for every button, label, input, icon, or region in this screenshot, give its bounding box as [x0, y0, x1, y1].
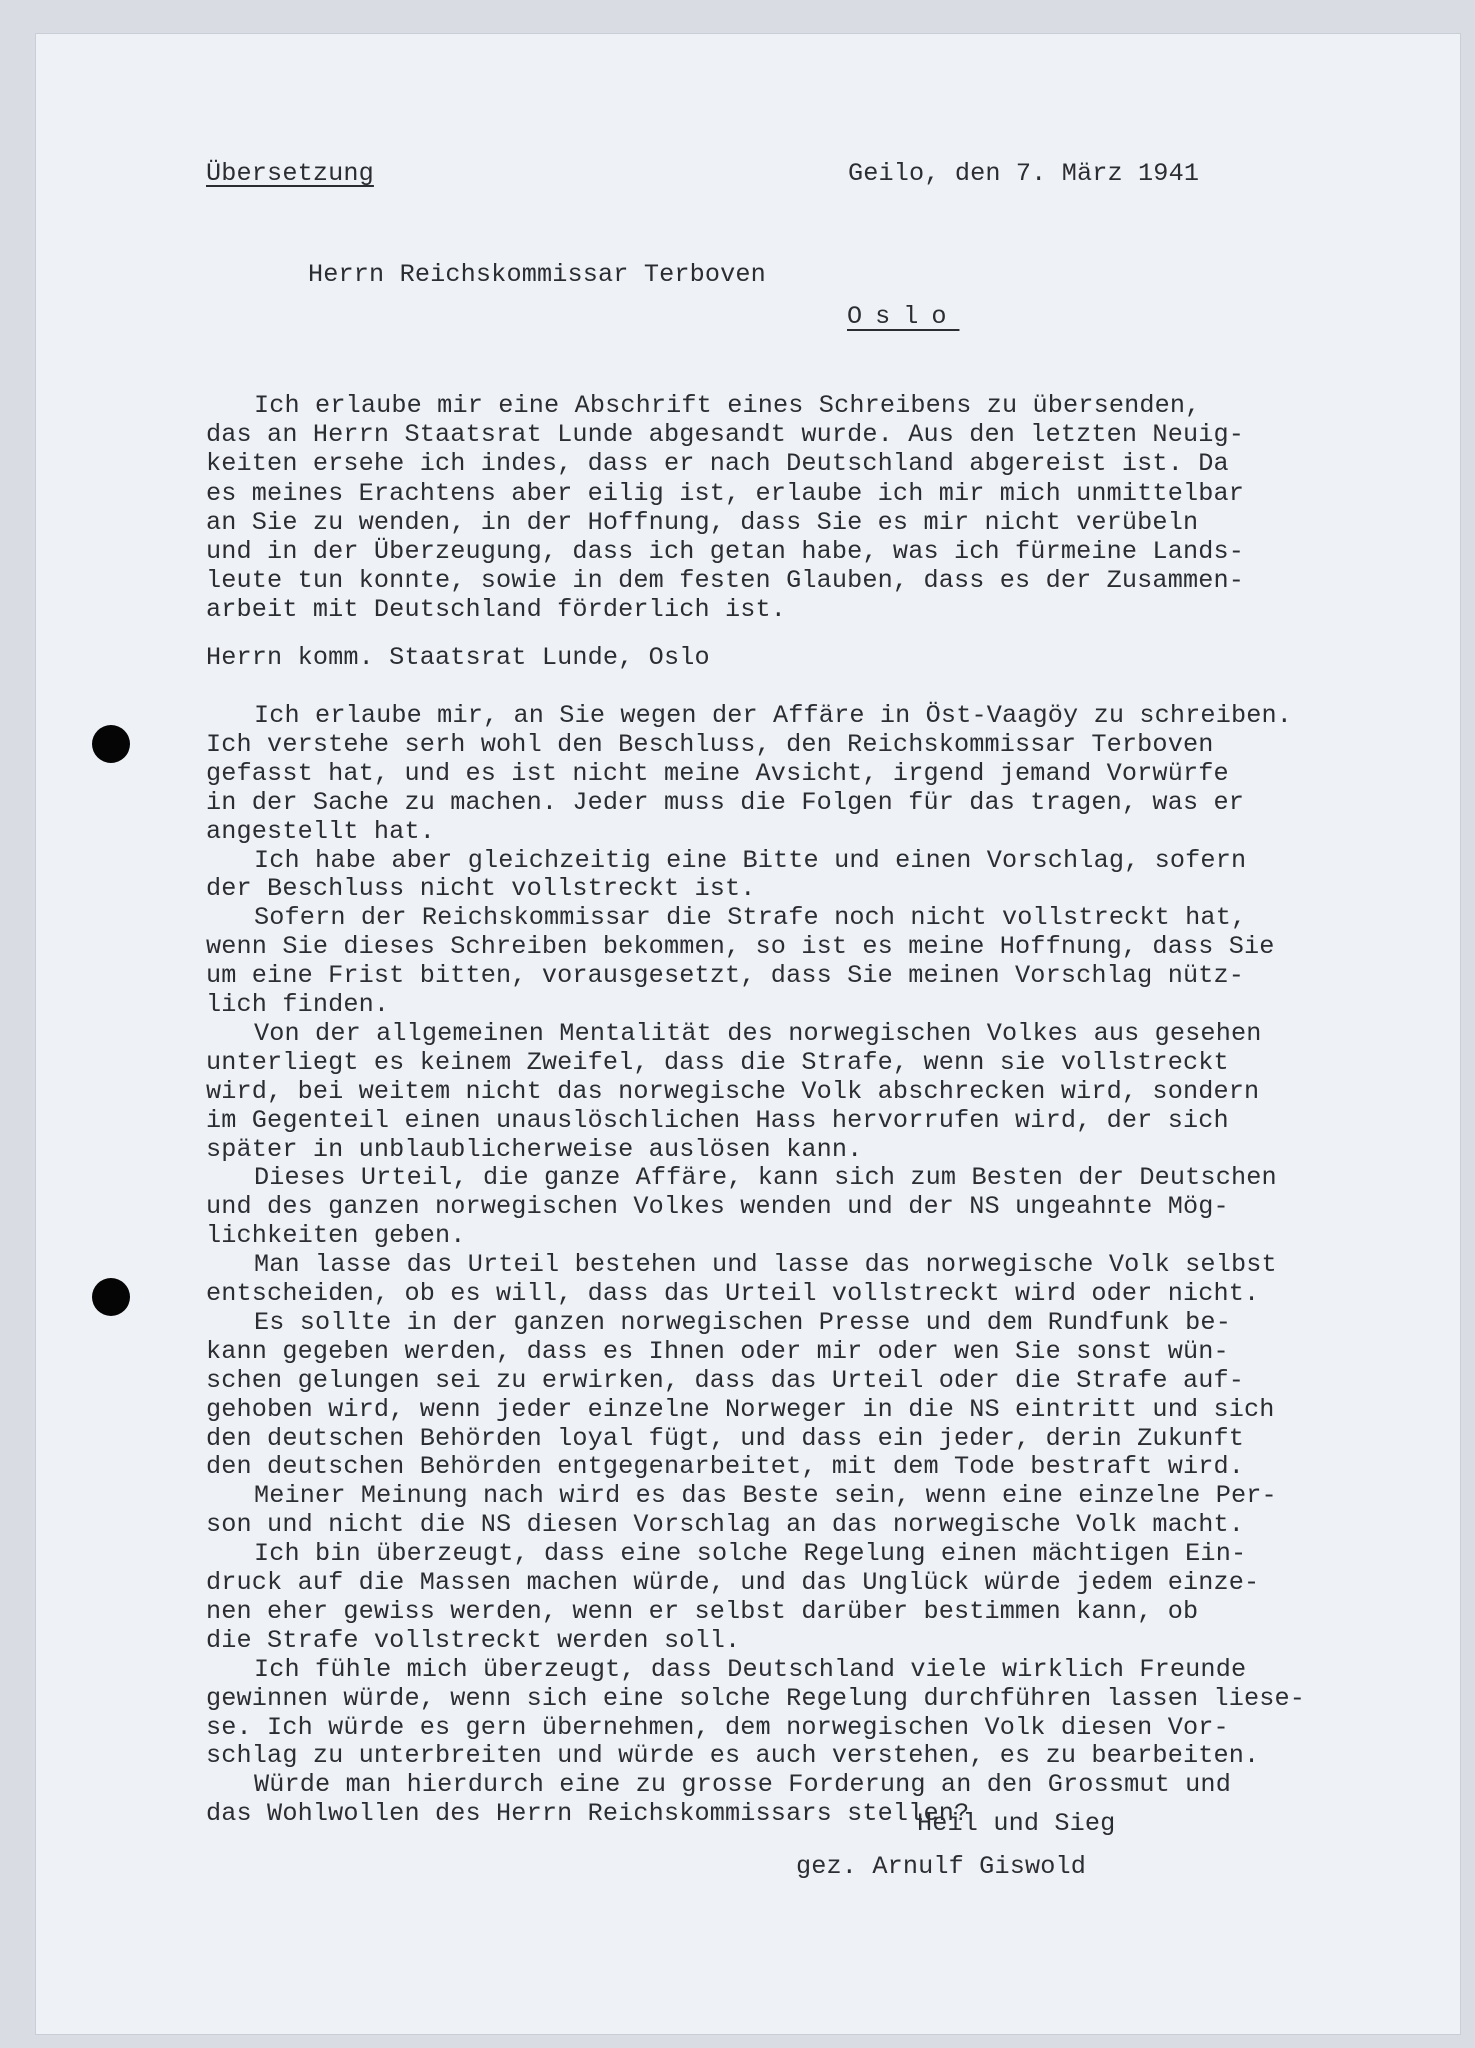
text-line: druck auf die Massen machen würde, und das Unglück würde jedem einze- — [206, 1568, 1260, 1597]
text-line: Von der allgemeinen Mentalität des norwegischen Volkes aus gesehen — [254, 1018, 1262, 1048]
text-line: wenn Sie dieses Schreiben bekommen, so ist es meine Hoffnung, dass Sie — [206, 932, 1275, 962]
text-line: son und nicht die NS diesen Vorschlag an das norwegische Volk macht. — [206, 1510, 1245, 1540]
text-line: Ich erlaube mir, an Sie wegen der Affäre in Öst-Vaagöy zu schreiben. — [254, 701, 1293, 730]
text-line: das an Herrn Staatsrat Lunde abgesandt wurde. Aus den letzten Neuig- — [206, 420, 1245, 450]
text-line: Es sollte in der ganzen norwegischen Presse und dem Rundfunk be- — [254, 1307, 1231, 1337]
signature: gez. Arnulf Giswold — [796, 1852, 1087, 1881]
text-line: Ich habe aber gleichzeitig eine Bitte und einen Vorschlag, sofern — [254, 845, 1247, 875]
document-title: Übersetzung — [206, 159, 374, 188]
text-line: schen gelungen sei zu erwirken, dass das Urteil oder die Strafe auf- — [206, 1365, 1245, 1395]
text-line: um eine Frist bitten, vorausgesetzt, dass Sie meinen Vorschlag nütz- — [206, 961, 1245, 991]
second-address: Herrn komm. Staatsrat Lunde, Oslo — [206, 643, 710, 672]
text-line: im Gegenteil einen unauslöschlichen Hass hervorrufen wird, der sich — [206, 1105, 1229, 1135]
text-line: und in der Überzeugung, dass ich getan habe, was ich fürmeine Lands- — [206, 537, 1245, 566]
text-line: Ich fühle mich überzeugt, dass Deutschland viele wirklich Freunde — [254, 1654, 1247, 1684]
recipient-city: Oslo — [847, 302, 960, 331]
text-line: es meines Erachtens aber eilig ist, erlaube ich mir mich unmittelbar — [206, 478, 1245, 508]
text-line: lich finden. — [206, 990, 390, 1019]
text-line: arbeit mit Deutschland förderlich ist. — [206, 595, 787, 625]
text-line: se. Ich würde es gern übernehmen, dem norwegischen Volk diesen Vor- — [206, 1712, 1229, 1742]
text-line: Ich bin überzeugt, dass eine solche Regelung einen mächtigen Ein- — [254, 1539, 1247, 1569]
text-line: und des ganzen norwegischen Volkes wenden und der NS ungeahnte Mög- — [206, 1192, 1229, 1222]
punch-hole-bottom — [92, 1278, 130, 1316]
text-line: Meiner Meinung nach wird es das Beste sein, wenn eine einzelne Per- — [254, 1481, 1277, 1511]
text-line: das Wohlwollen des Herrn Reichskommissars stellen? — [206, 1799, 970, 1829]
text-line: wird, bei weitem nicht das norwegische Volk abschrecken wird, sondern — [206, 1076, 1260, 1106]
text-line: in der Sache zu machen. Jeder muss die Folgen für das tragen, was er — [206, 787, 1245, 817]
text-line: Dieses Urteil, die ganze Affäre, kann sich zum Besten der Deutschen — [254, 1163, 1277, 1193]
text-line: die Strafe vollstreckt werden soll. — [206, 1625, 741, 1655]
recipient: Herrn Reichskommissar Terboven — [308, 260, 766, 289]
text-line: Ich verstehe serh wohl den Beschluss, den Reichskommissar Terboven — [206, 729, 1214, 759]
document-page — [36, 34, 1460, 2034]
text-line: Ich erlaube mir eine Abschrift eines Schreibens zu übersenden, — [254, 391, 1201, 420]
text-line: kann gegeben werden, dass es Ihnen oder mir oder wen Sie sonst wün- — [206, 1336, 1229, 1366]
text-line: entscheiden, ob es will, dass das Urteil vollstreckt wird oder nicht. — [206, 1279, 1260, 1308]
punch-hole-top — [92, 725, 130, 763]
text-line: an Sie zu wenden, in der Hoffnung, dass Sie es mir nicht verübeln — [206, 507, 1199, 537]
text-line: lichkeiten geben. — [206, 1221, 466, 1251]
text-line: nen eher gewiss werden, wenn er selbst darüber bestimmen kann, ob — [206, 1596, 1199, 1626]
text-line: später in unblaublicherweise auslösen kann. — [206, 1134, 863, 1164]
text-line: leute tun konnte, sowie in dem festen Glauben, dass es der Zusammen- — [206, 566, 1245, 596]
text-line: Sofern der Reichskommissar die Strafe noch nicht vollstreckt hat, — [254, 903, 1247, 933]
text-line: Würde man hierdurch eine zu grosse Forderung an den Grossmut und — [254, 1770, 1231, 1800]
text-line: keiten ersehe ich indes, dass er nach Deutschland abgereist ist. Da — [206, 449, 1229, 479]
text-line: schlag zu unterbreiten und würde es auch verstehen, es zu bearbeiten. — [206, 1741, 1260, 1771]
place-date: Geilo, den 7. März 1941 — [848, 159, 1200, 188]
text-line: gefasst hat, und es ist nicht meine Avsicht, irgend jemand Vorwürfe — [206, 758, 1229, 788]
closing-greeting: Heil und Sieg — [917, 1809, 1116, 1838]
text-line: der Beschluss nicht vollstreckt ist. — [206, 874, 756, 904]
text-line: unterliegt es keinem Zweifel, dass die Strafe, wenn sie vollstreckt — [206, 1047, 1229, 1077]
text-line: Man lasse das Urteil bestehen und lasse das norwegische Volk selbst — [254, 1250, 1277, 1280]
text-line: angestellt hat. — [206, 816, 435, 846]
text-line: gewinnen würde, wenn sich eine solche Regelung durchführen lassen liese- — [206, 1683, 1306, 1713]
text-line: den deutschen Behörden loyal fügt, und dass ein jeder, derin Zukunft — [206, 1423, 1245, 1453]
text-line: gehoben wird, wenn jeder einzelne Norweger in die NS eintritt und sich — [206, 1394, 1275, 1424]
text-line: den deutschen Behörden entgegenarbeitet, mit dem Tode bestraft wird. — [206, 1452, 1245, 1482]
